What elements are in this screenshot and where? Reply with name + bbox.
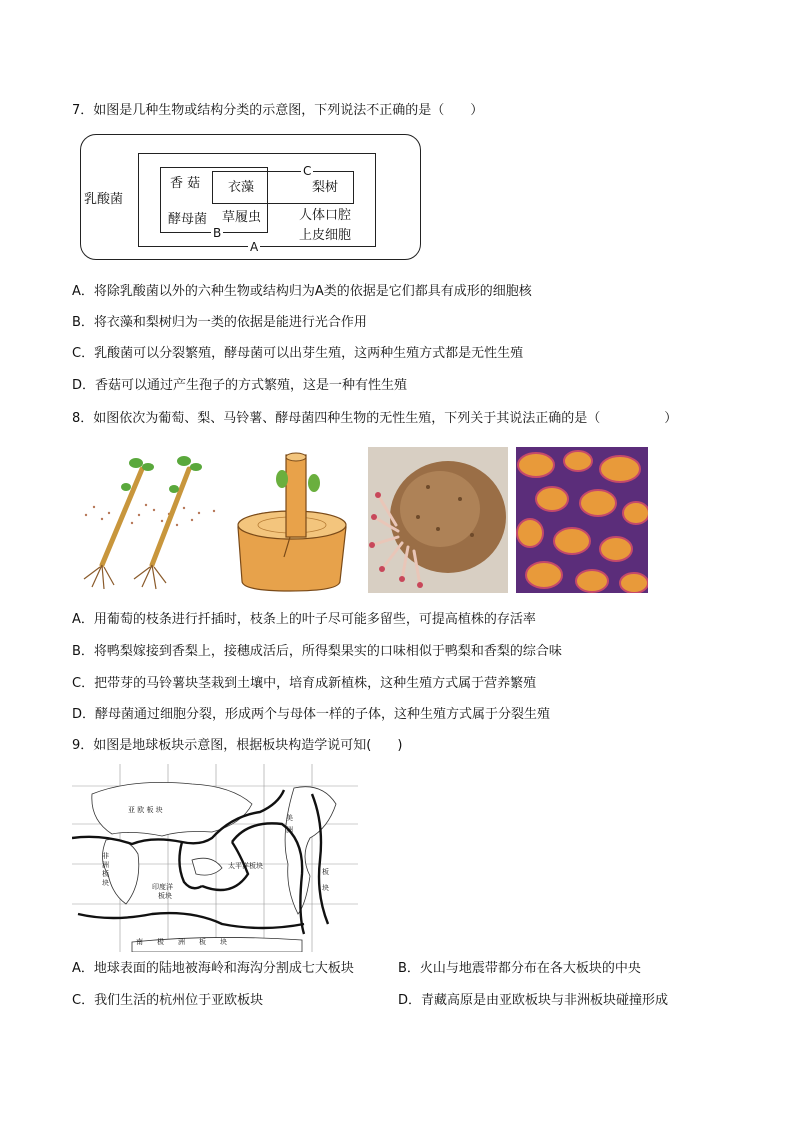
map-label-african-4: 块	[102, 879, 109, 887]
q9-option-b: B．火山与地震带都分布在各大板块的中央	[398, 961, 641, 976]
q9-stem: 9．如图是地球板块示意图，根据板块构造学说可知( )	[72, 738, 403, 753]
map-label-eurasian: 亚 欧 板 块	[128, 806, 163, 814]
q7-letter-b: B	[213, 226, 222, 240]
q8-stem-close: ）	[664, 411, 678, 426]
q7-label-rusuanjun: 乳酸菌	[84, 192, 124, 207]
q8-option-c: C．把带芽的马铃薯块茎栽到土壤中，培育成新植株，这种生殖方式属于营养繁殖	[72, 676, 537, 691]
yeast-micrograph-image	[516, 447, 648, 593]
map-label-pacific: 太平洋板块	[228, 862, 263, 870]
map-label-indian-2: 板块	[158, 892, 172, 900]
map-label-america-4: 块	[322, 884, 329, 892]
map-label-america-1: 美	[286, 814, 293, 822]
grape-cutting-image	[74, 447, 224, 593]
q9-option-c: C．我们生活的杭州位于亚欧板块	[72, 993, 264, 1008]
map-label-america-2: 洲	[286, 826, 293, 834]
q7-item-lishu: 梨树	[312, 180, 339, 195]
q8-option-d: D．酵母菌通过细胞分裂，形成两个与母体一样的子体，这种生殖方式属于分裂生殖	[72, 707, 551, 722]
potato-image	[368, 447, 508, 593]
q7-letter-a: A	[250, 240, 259, 254]
q7-option-d: D．香菇可以通过产生孢子的方式繁殖，这是一种有性生殖	[72, 378, 408, 393]
pear-grafting-image	[228, 449, 358, 593]
map-label-america-3: 板	[322, 868, 329, 876]
q7-item-xianggu: 香 菇	[170, 176, 201, 191]
q7-item-yizao: 衣藻	[228, 180, 255, 195]
q7-item-renti-line2: 上皮细胞	[299, 228, 352, 243]
q8-option-a: A．用葡萄的枝条进行扦插时，枝条上的叶子尽可能多留些，可提高植株的存活率	[72, 612, 536, 627]
map-label-antarctic: 南 极 洲 板 块	[136, 938, 227, 946]
q8-stem-text: 8．如图依次为葡萄、梨、马铃薯、酵母菌四种生物的无性生殖，下列关于其说法正确的是（	[72, 411, 601, 426]
q7-item-caolvchong: 草履虫	[222, 210, 262, 225]
q9-option-d: D．青藏高原是由亚欧板块与非洲板块碰撞形成	[398, 993, 669, 1008]
map-label-african-1: 非	[102, 852, 109, 860]
map-label-african-2: 洲	[102, 861, 109, 869]
map-label-indian-1: 印度洋	[152, 883, 173, 891]
q7-option-b: B．将衣藻和梨树归为一类的依据是能进行光合作用	[72, 315, 367, 330]
q8-option-b: B．将鸭梨嫁接到香梨上，接穗成活后，所得梨果实的口味相似于鸭梨和香梨的综合味	[72, 644, 562, 659]
q7-option-c: C．乳酸菌可以分裂繁殖，酵母菌可以出芽生殖，这两种生殖方式都是无性生殖	[72, 346, 524, 361]
q7-option-a: A．将除乳酸菌以外的六种生物或结构归为A类的依据是它们都具有成形的细胞核	[72, 284, 532, 299]
map-label-african-3: 板	[102, 870, 109, 878]
q7-item-renti-line1: 人体口腔	[299, 208, 352, 223]
q8-stem	[72, 410, 677, 428]
tectonic-plate-map	[72, 764, 358, 952]
q7-stem: 7．如图是几种生物或结构分类的示意图，下列说法不正确的是（ ）	[72, 103, 484, 118]
q7-letter-c: C	[303, 164, 312, 178]
q9-option-a: A．地球表面的陆地被海岭和海沟分割成七大板块	[72, 961, 354, 976]
q7-item-jiaomujun: 酵母菌	[168, 212, 208, 227]
